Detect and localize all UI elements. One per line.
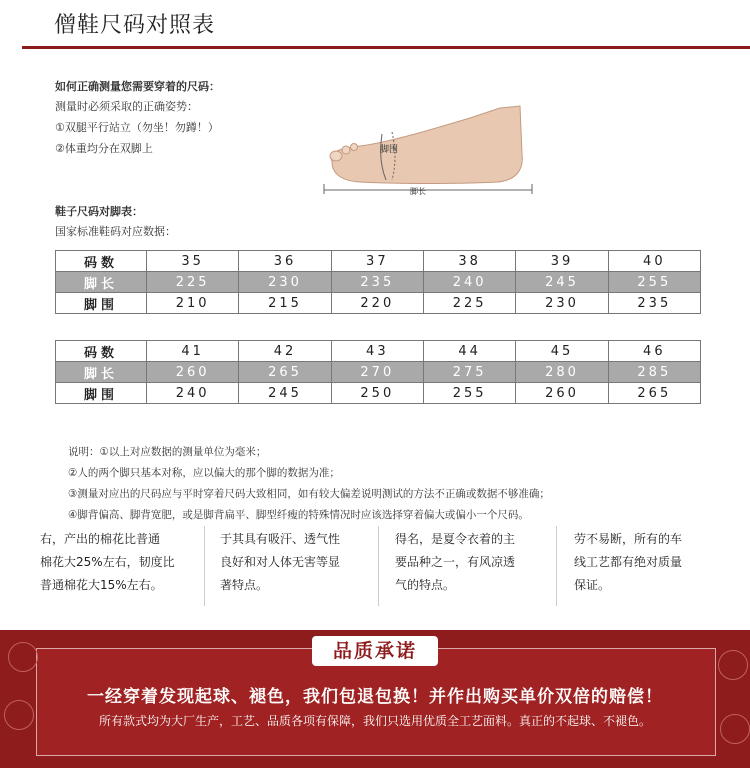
feature-text: 得名，是夏令衣着的主 (395, 532, 516, 546)
size-table-subheading: 国家标准鞋码对应数据： (55, 225, 176, 238)
feature-col-2 (220, 528, 340, 597)
quality-detail: 所有款式均为大厂生产，工艺、品质各项有保障，我们只选用优质全工艺面料。真正的不起球、不褪色。 (98, 714, 651, 728)
table-cell: 260 (516, 383, 608, 404)
measure-line-3: ②体重均分在双脚上 (55, 142, 153, 155)
feature-col-3 (395, 528, 515, 597)
page-title: 僧鞋尺码对照表 (54, 13, 216, 38)
note-2: ②人的两个脚只基本对称，应以偏大的那个脚的数据为准； (68, 467, 340, 479)
feature-text: 良好和对人体无害等显 (220, 555, 341, 569)
table-cell: 38 (423, 251, 515, 272)
feature-text: 普通棉花大15%左右。 (40, 578, 163, 592)
table-cell: 240 (423, 272, 515, 293)
feature-col-4 (574, 528, 682, 597)
table-cell: 245 (239, 383, 331, 404)
row-label-size: 码数 (56, 251, 147, 272)
row-label-length: 脚长 (56, 272, 147, 293)
note-3: ③测量对应出的尺码应与平时穿着尺码大致相同，如有较大偏差说明测试的方法不正确或数据不够准确； (68, 488, 550, 500)
table-cell: 40 (608, 251, 700, 272)
table-cell: 250 (331, 383, 423, 404)
foot-diagram (320, 104, 550, 196)
measure-line-2: ①双腿平行站立（勿坐！勿蹲！） (55, 121, 219, 134)
table-cell: 285 (608, 362, 700, 383)
table-row (56, 293, 701, 314)
table-cell: 44 (423, 341, 515, 362)
size-table-1 (55, 250, 701, 314)
table-cell: 225 (147, 272, 239, 293)
feature-text: 于其具有吸汗、透气性 (220, 532, 341, 546)
table-row (56, 341, 701, 362)
table-cell: 255 (608, 272, 700, 293)
row-label-girth: 脚围 (56, 383, 147, 404)
girth-label: 脚围 (380, 145, 399, 155)
row-label-length: 脚长 (56, 362, 147, 383)
table-cell: 245 (516, 272, 608, 293)
table-cell: 210 (147, 293, 239, 314)
swirl-ornament (4, 700, 34, 730)
table-cell: 36 (239, 251, 331, 272)
feature-text: 气的特点。 (395, 578, 456, 592)
table-cell: 225 (423, 293, 515, 314)
table-cell: 230 (239, 272, 331, 293)
quality-promise: 一经穿着发现起球、褪色，我们包退包换！并作出购买单价双倍的赔偿！ (87, 687, 663, 707)
table-cell: 45 (516, 341, 608, 362)
size-table-heading: 鞋子尺码对脚表： (55, 205, 143, 218)
note-1: 说明：①以上对应数据的测量单位为毫米； (68, 446, 267, 458)
table-cell: 255 (423, 383, 515, 404)
table-cell: 35 (147, 251, 239, 272)
table-row (56, 251, 701, 272)
table-cell: 240 (147, 383, 239, 404)
table-cell: 235 (608, 293, 700, 314)
length-label: 脚长 (410, 187, 426, 196)
table-cell: 265 (608, 383, 700, 404)
divider (378, 526, 379, 606)
table-cell: 215 (239, 293, 331, 314)
divider (556, 526, 557, 606)
feature-text: 棉花大25%左右，韧度比 (40, 555, 175, 569)
row-label-size: 码数 (56, 341, 147, 362)
table-row (56, 383, 701, 404)
table-cell: 275 (423, 362, 515, 383)
table-cell: 41 (147, 341, 239, 362)
table-cell: 230 (516, 293, 608, 314)
table-cell: 235 (331, 272, 423, 293)
divider (204, 526, 205, 606)
measure-heading: 如何正确测量您需要穿着的尺码： (55, 80, 220, 93)
swirl-ornament (718, 650, 748, 680)
table-cell: 265 (239, 362, 331, 383)
feature-text: 保证。 (574, 578, 611, 592)
foot-shape (331, 106, 522, 184)
feature-text: 右，产出的棉花比普通 (40, 532, 161, 546)
quality-badge-text: 品质承诺 (332, 640, 417, 662)
feature-text: 著特点。 (220, 578, 269, 592)
feature-text: 要品种之一，有风凉透 (395, 555, 516, 569)
feature-col-1 (40, 528, 175, 597)
feature-text: 劳不易断，所有的车 (574, 532, 683, 546)
feature-text: 线工艺都有绝对质量 (574, 555, 683, 569)
table-row (56, 362, 701, 383)
measure-line-1: 测量时必须采取的正确姿势： (55, 100, 198, 113)
table-cell: 270 (331, 362, 423, 383)
table-row (56, 272, 701, 293)
row-label-girth: 脚围 (56, 293, 147, 314)
table-cell: 260 (147, 362, 239, 383)
table-cell: 220 (331, 293, 423, 314)
size-table-2 (55, 340, 701, 404)
swirl-ornament (8, 642, 38, 672)
table-cell: 42 (239, 341, 331, 362)
swirl-ornament (720, 714, 750, 744)
table-cell: 46 (608, 341, 700, 362)
table-cell: 43 (331, 341, 423, 362)
table-cell: 39 (516, 251, 608, 272)
note-4: ④脚背偏高、脚背宽肥，或是脚背扁平、脚型纤瘦的特殊情况时应该选择穿着偏大或偏小一个尺码。 (68, 509, 529, 521)
table-cell: 280 (516, 362, 608, 383)
table-cell: 37 (331, 251, 423, 272)
title-rule (22, 46, 750, 49)
